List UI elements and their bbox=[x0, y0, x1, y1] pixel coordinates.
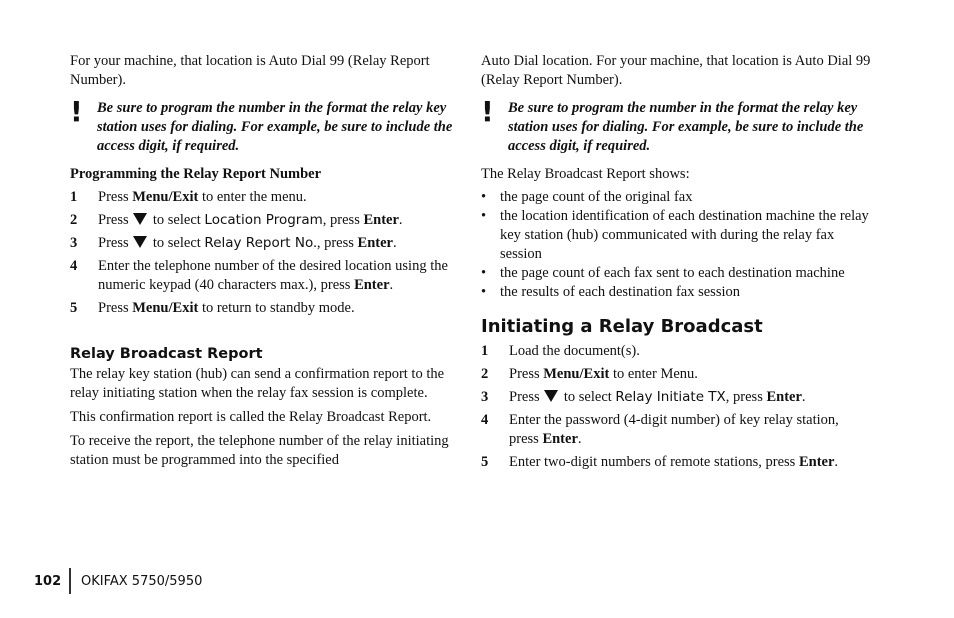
report-paragraph-1: The relay key station (hub) can send a confirmation report to the relay initiating station when the relay fax session is complete. bbox=[70, 366, 445, 401]
right-warning-text: Be sure to program the number in the format the relay key station uses for dialing. For example, be sure to include the access digit, if required. bbox=[508, 100, 864, 154]
product-name: OKIFAX 5750/5950 bbox=[81, 573, 203, 589]
section-heading: Initiating a Relay Broadcast bbox=[481, 316, 763, 337]
down-triangle-icon bbox=[133, 236, 147, 248]
right-intro: Auto Dial location. For your machine, that location is Auto Dial 99 (Relay Report Number). bbox=[481, 53, 871, 88]
left-steps bbox=[70, 188, 460, 318]
left-warning bbox=[70, 95, 460, 156]
left-column bbox=[70, 52, 460, 470]
exclamation-icon: ! bbox=[70, 95, 83, 128]
report-shows-text: The Relay Broadcast Report shows: bbox=[481, 166, 690, 182]
page-footer bbox=[34, 568, 202, 594]
exclamation-icon: ! bbox=[481, 95, 494, 128]
left-intro: For your machine, that location is Auto Dial 99 (Relay Report Number). bbox=[70, 53, 430, 88]
down-triangle-icon bbox=[544, 390, 558, 402]
page-number: 102 bbox=[34, 573, 62, 589]
step-item: 4 Enter the password (4-digit number) of key relay station, press Enter. bbox=[481, 412, 839, 447]
left-warning-text: Be sure to program the number in the format the relay key station uses for dialing. For example, be sure to include the access digit, if required. bbox=[97, 100, 453, 154]
step-item: 3 Press to select Relay Report No., press Enter. bbox=[70, 235, 397, 251]
report-paragraph-3: To receive the report, the telephone number of the relay initiating station must be programmed into the specified bbox=[70, 433, 449, 468]
down-triangle-icon bbox=[133, 213, 147, 225]
step-item: 2 Press to select Location Program, press Enter. bbox=[70, 212, 403, 228]
step-item: 1 Press Menu/Exit to enter the menu. bbox=[70, 189, 307, 205]
step-item: 5 Press Menu/Exit to return to standby mode. bbox=[70, 300, 355, 316]
step-item: 2 Press Menu/Exit to enter Menu. bbox=[481, 366, 698, 382]
programming-heading: Programming the Relay Report Number bbox=[70, 166, 322, 182]
right-column bbox=[481, 52, 871, 476]
step-item: 5 Enter two-digit numbers of remote stations, press Enter. bbox=[481, 454, 839, 470]
right-steps bbox=[481, 342, 871, 472]
right-warning bbox=[481, 95, 871, 156]
step-item: 1 Load the document(s). bbox=[481, 343, 640, 359]
report-heading: Relay Broadcast Report bbox=[70, 346, 263, 362]
list-item: • the page count of the original fax bbox=[481, 189, 693, 205]
list-item: • the location identification of each destination machine the relay key station (hub) communicated with during the relay fax session bbox=[481, 208, 869, 262]
list-item: • the page count of each fax sent to each destination machine bbox=[481, 265, 845, 281]
step-item: 4 Enter the telephone number of the desired location using the numeric keypad (40 characters max.), press Enter. bbox=[70, 258, 448, 293]
list-item: • the results of each destination fax session bbox=[481, 284, 740, 300]
report-contents-list bbox=[481, 188, 871, 302]
step-item: 3 Press to select Relay Initiate TX, press Enter. bbox=[481, 389, 806, 405]
report-paragraph-2: This confirmation report is called the Relay Broadcast Report. bbox=[70, 409, 432, 425]
footer-divider bbox=[69, 568, 71, 594]
